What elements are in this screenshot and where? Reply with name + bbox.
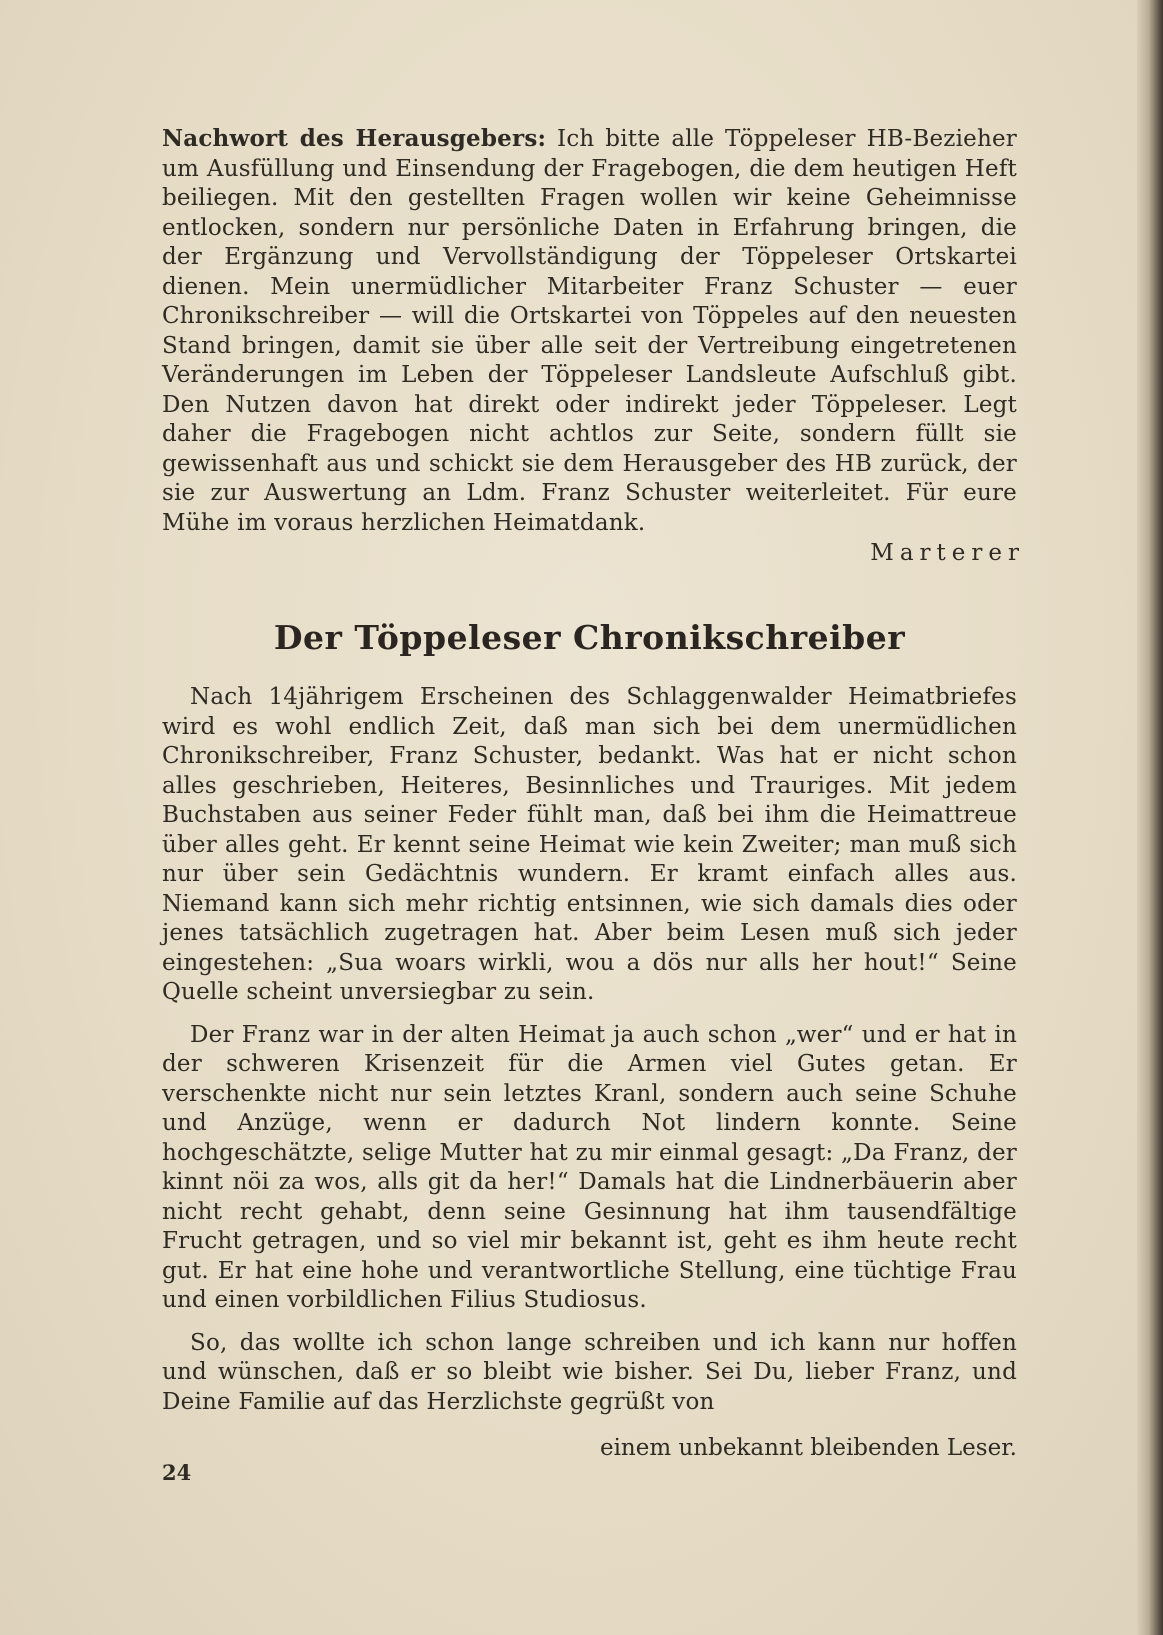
book-spine-edge bbox=[1137, 0, 1163, 1635]
article-paragraph-3: So, das wollte ich schon lange schreiben und ich kann nur hoffen und wünschen, daß er so bleibt wie bisher. Sei Du, lieber Franz, und Deine Familie auf das Herzlichste gegrüßt von bbox=[162, 1329, 1017, 1415]
afterword-lead: Nachwort des Herausgebers: bbox=[162, 125, 547, 152]
article-paragraph-1: Nach 14jährigem Erscheinen des Schlaggenwalder Heimatbriefes wird es wohl endlich Zeit, daß man sich bei dem unermüdlichen Chronikschreiber, Franz Schuster, bedankt. Was hat er nicht schon alles geschrieben, Heiteres, Besinnliches und Trauriges. Mit jedem Buchstaben aus seiner Feder fühlt man, daß bei ihm die Heimattreue über alles geht. Er kennt seine Heimat wie kein Zweiter; man muß sich nur über sein Gedächtnis wundern. Er kramt einfach alles aus. Niemand kann sich mehr richtig entsinnen, wie sich damals dies oder jenes tatsächlich zugetragen hat. Aber beim Lesen muß sich jeder eingestehen: „Sua woars wirkli, wou a dös nur alls her hout!“ Seine Quelle scheint unversiegbar zu sein. bbox=[162, 684, 1017, 1005]
article-title: Der Töppeleser Chronikschreiber bbox=[273, 618, 906, 657]
afterword-signature: Marterer bbox=[870, 540, 1025, 566]
page-content bbox=[162, 124, 1025, 1461]
article-closing: einem unbekannt bleibenden Leser. bbox=[599, 1435, 1017, 1461]
afterword-text: Ich bitte alle Töppeleser HB-Bezieher um Ausfüllung und Einsendung der Fragebogen, die dem heutigen Heft beiliegen. Mit den gestellten Fragen wollen wir keine Geheimnisse entlocken, sondern nur persönliche Daten in Erfahrung bringen, die der Ergänzung und Vervollständigung der Töppeleser Ortskartei dienen. Mein unermüdlicher Mitarbeiter Franz Schuster — euer Chronikschreiber — will die Ortskartei von Töppeles auf den neuesten Stand bringen, damit sie über alle seit der Vertreibung eingetretenen Veränderungen im Leben der Töppeleser Landsleute Aufschluß gibt. Den Nutzen davon hat direkt oder indirekt jeder Töppeleser. Legt daher die Fragebogen nicht achtlos zur Seite, sondern füllt sie gewissenhaft aus und schickt sie dem Herausgeber des HB zurück, der sie zur Auswertung an Ldm. Franz Schuster weiterleitet. Für eure Mühe im voraus herzlichen Heimatdank. bbox=[162, 126, 1017, 536]
page-number: 24 bbox=[162, 1460, 192, 1485]
afterword-paragraph bbox=[162, 124, 1017, 538]
article-paragraph-2: Der Franz war in der alten Heimat ja auch schon „wer“ und er hat in der schweren Krisenzeit für die Armen viel Gutes getan. Er verschenkte nicht nur sein letztes Kranl, sondern auch seine Schuhe und Anzüge, wenn er dadurch Not lindern konnte. Seine hochgeschätzte, selige Mutter hat zu mir einmal gesagt: „Da Franz, der kinnt nöi za wos, alls git da her!“ Damals hat die Lindnerbäuerin aber nicht recht gehabt, denn seine Gesinnung hat ihm tausendfältige Frucht getragen, und so viel mir bekannt ist, geht es ihm heute recht gut. Er hat eine hohe und verantwortliche Stellung, eine tüchtige Frau und einen vorbildlichen Filius Studiosus. bbox=[162, 1021, 1017, 1313]
